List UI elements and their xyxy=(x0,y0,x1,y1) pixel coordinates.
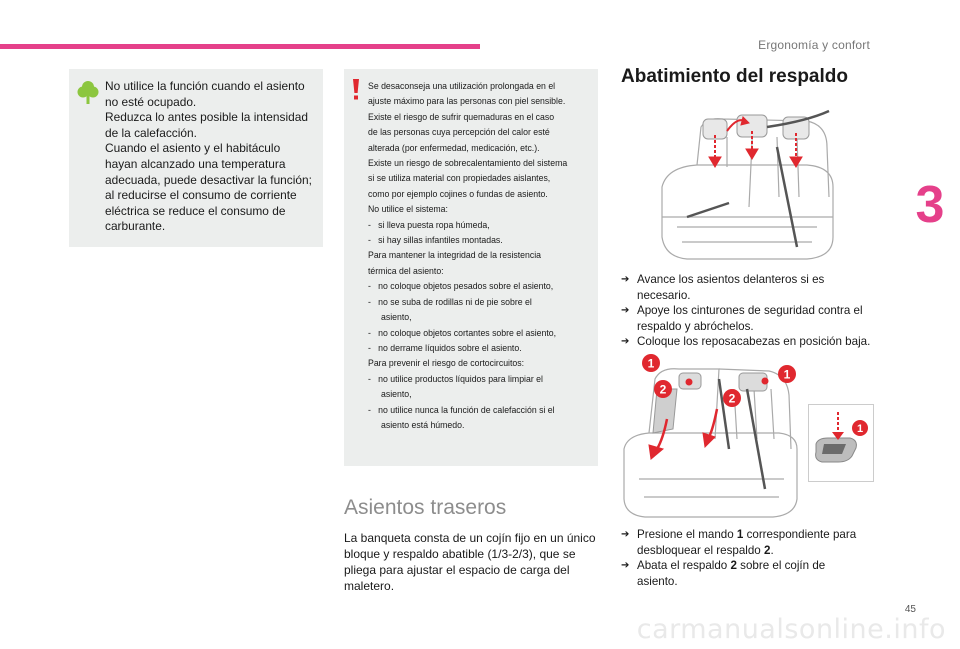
rear-seats-line: pliega para ajustar el espacio de carga del xyxy=(344,563,570,577)
chapter-header: Ergonomía y confort xyxy=(758,38,870,52)
step-item xyxy=(621,334,881,350)
warning-list-item: - no utilice nunca la función de calefacción si el xyxy=(368,403,555,415)
warning-list-item: - no utilice productos líquidos para limpiar el xyxy=(368,372,543,384)
warning-line: como por ejemplo cojines o fundas de asiento. xyxy=(368,187,548,199)
callout-1-detail xyxy=(852,420,868,436)
eco-note-line: de la calefacción. xyxy=(105,125,197,140)
svg-text:1: 1 xyxy=(856,423,864,435)
step-line: Avance los asientos delanteros si es necesario. xyxy=(637,273,825,302)
step-item xyxy=(621,558,881,589)
step-line xyxy=(637,543,881,559)
warning-line: asiento está húmedo. xyxy=(381,418,465,430)
step-text: sobre el cojín de xyxy=(736,559,826,572)
arrow-bullet-icon: ➔ xyxy=(621,336,630,347)
eco-note-line: hayan alcanzado una temperatura xyxy=(105,156,286,171)
step-text: asiento. xyxy=(637,574,678,588)
warning-line: si se utiliza material con propiedades aislantes, xyxy=(368,172,551,184)
eco-note-line: eléctrica se reduce el consumo de xyxy=(105,203,286,218)
backrest-release-illustration xyxy=(619,349,799,519)
warning-list-item: - no derrame líquidos sobre el asiento. xyxy=(368,341,522,353)
arrow-bullet-icon: ➔ xyxy=(621,274,630,285)
callout-2-left xyxy=(654,380,672,398)
warning-line: asiento, xyxy=(381,311,412,323)
step-item xyxy=(621,527,881,558)
step-text: correspondiente para xyxy=(743,528,857,541)
step-bold-ref: 1 xyxy=(736,528,744,541)
section-title-rear-seats: Asientos traseros xyxy=(344,496,507,519)
step-line xyxy=(637,574,881,590)
warning-line: Para prevenir el riesgo de cortocircuitos: xyxy=(368,357,525,369)
eco-note-line: Reduzca lo antes posible la intensidad xyxy=(105,110,308,125)
page-number: 45 xyxy=(904,604,916,615)
step-bold-ref: 2 xyxy=(763,543,771,557)
chapter-tab xyxy=(900,155,960,255)
warning-line: de las personas cuya percepción del calor esté xyxy=(368,126,550,138)
eco-note-line: carburante. xyxy=(105,219,166,234)
step-line xyxy=(637,558,881,574)
steps-list-preparation xyxy=(621,272,881,350)
step-item xyxy=(621,272,881,303)
step-line: Apoye los cinturones de seguridad contra el xyxy=(637,304,863,317)
section-title-backrest: Abatimiento del respaldo xyxy=(621,66,848,87)
warning-list-item: - no coloque objetos cortantes sobre el asiento, xyxy=(368,326,557,338)
warning-list-item: - no se suba de rodillas ni de pie sobre el xyxy=(368,295,532,307)
step-bold-ref: 2 xyxy=(730,559,737,572)
rear-seats-line: bloque y respaldo abatible (1/3-2/3), que se xyxy=(344,547,576,561)
eco-note-line: al reducirse el consumo de corriente xyxy=(105,188,297,203)
svg-text:1: 1 xyxy=(783,367,791,382)
warning-list-item: - si hay sillas infantiles montadas. xyxy=(368,234,503,246)
rear-seats-line: La banqueta consta de un cojín fijo en un único xyxy=(344,531,596,545)
eco-note-box xyxy=(69,69,323,247)
eco-note-line: no esté ocupado. xyxy=(105,94,197,109)
step-line: Coloque los reposacabezas en posición baja. xyxy=(637,335,871,348)
warning-line: Se desaconseja una utilización prolongada en el xyxy=(368,80,556,91)
step-text: Presione el mando xyxy=(637,528,737,541)
arrow-bullet-icon: ➔ xyxy=(621,560,630,571)
warning-line: alterada (por enfermedad, medicación, etc.). xyxy=(368,141,540,153)
eco-note-line: adecuada, puede desactivar la función; xyxy=(105,172,312,187)
callout-2-right xyxy=(723,389,741,407)
watermark: carmanualsonline.info xyxy=(636,614,946,645)
step-line xyxy=(637,527,881,543)
eco-note-line: No utilice la función cuando el asiento xyxy=(105,79,305,93)
steps-list-folding xyxy=(621,527,881,589)
warning-line: ajuste máximo para las personas con piel sensible. xyxy=(368,95,566,107)
step-text: . xyxy=(770,543,774,557)
rear-seat-illustration xyxy=(657,107,837,267)
chapter-number: 3 xyxy=(915,176,945,234)
warning-text xyxy=(368,78,591,432)
step-item xyxy=(621,303,881,334)
warning-list-item: - no coloque objetos pesados sobre el asiento, xyxy=(368,280,554,292)
warning-line: Existe un riesgo de sobrecalentamiento del sistema xyxy=(368,157,568,169)
warning-list-item: - si lleva puesta ropa húmeda, xyxy=(368,218,490,230)
release-button-detail xyxy=(808,404,874,482)
warning-line: Existe el riesgo de sufrir quemaduras en el caso xyxy=(368,110,555,122)
callout-1-left xyxy=(642,354,660,372)
rear-seats-description xyxy=(344,530,602,594)
rear-seats-line: maletero. xyxy=(344,579,395,593)
step-line: respaldo y abróchelos. xyxy=(637,319,754,333)
eco-note-line: Cuando el asiento y el habitáculo xyxy=(105,141,281,156)
exclamation-icon xyxy=(351,79,361,101)
step-text: desbloquear el respaldo xyxy=(637,543,764,557)
eco-note-text xyxy=(105,79,313,235)
warning-line: Para mantener la integridad de la resistencia xyxy=(368,249,542,261)
warning-line: térmica del asiento: xyxy=(368,264,444,276)
step-text: Abata el respaldo xyxy=(637,559,731,572)
tree-icon xyxy=(77,79,99,105)
callout-1-right xyxy=(778,365,796,383)
warning-box xyxy=(344,69,598,466)
warning-line: asiento, xyxy=(381,388,412,400)
top-accent-bar xyxy=(0,44,480,49)
arrow-bullet-icon: ➔ xyxy=(621,529,630,540)
warning-line: No utilice el sistema: xyxy=(368,203,448,215)
svg-text:2: 2 xyxy=(728,391,736,406)
svg-text:1: 1 xyxy=(647,356,655,371)
svg-text:2: 2 xyxy=(659,382,667,397)
arrow-bullet-icon: ➔ xyxy=(621,305,630,316)
